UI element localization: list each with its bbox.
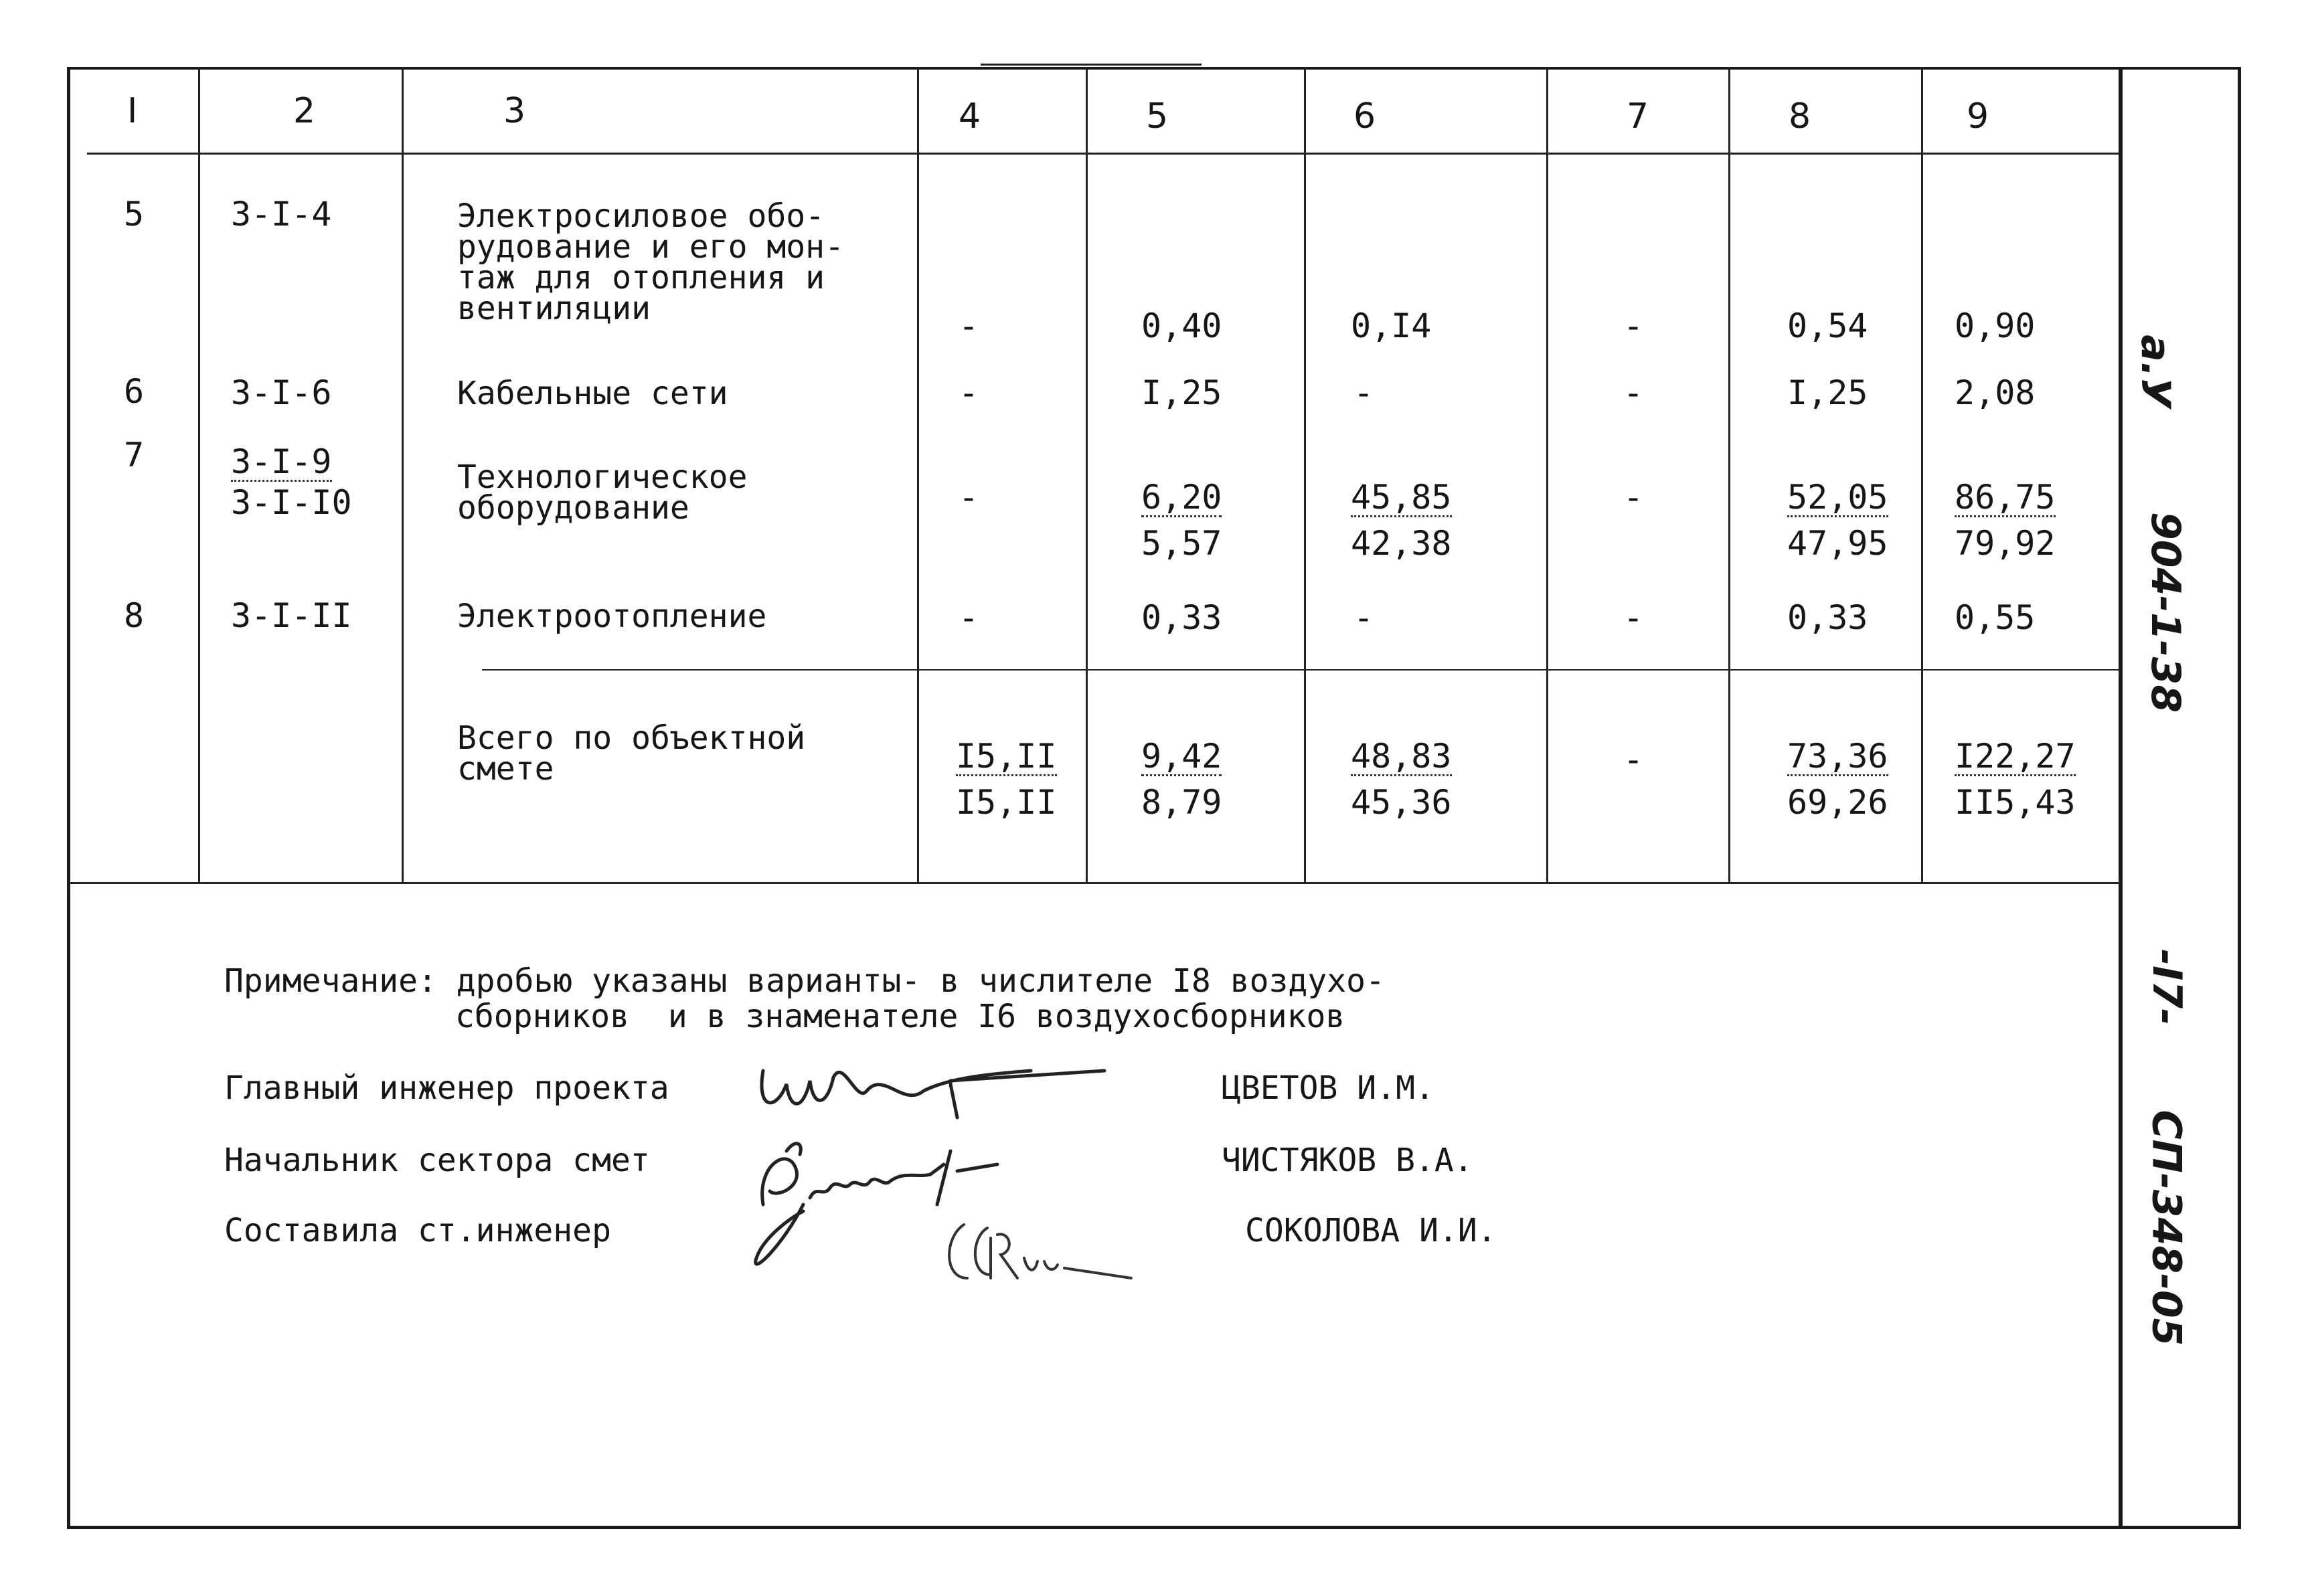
row5-col6: 0,I4 — [1351, 306, 1432, 345]
col-header-4: 4 — [959, 96, 981, 137]
total-col7: - — [1623, 740, 1644, 779]
col-header-5: 5 — [1146, 96, 1169, 137]
row6-num: 6 — [124, 372, 145, 411]
total-col9 — [1955, 737, 2076, 822]
total-col5-den: 8,79 — [1141, 783, 1222, 822]
total-col6-den: 45,36 — [1351, 783, 1452, 822]
row6-col4: - — [959, 373, 979, 412]
row6-desc: Кабельные сети — [457, 375, 728, 412]
row5-col8: 0,54 — [1787, 306, 1868, 345]
row7-col8-num: 52,05 — [1787, 478, 1888, 517]
col-header-7: 7 — [1627, 96, 1649, 137]
row5-code: 3-I-4 — [231, 195, 332, 234]
row6-col7: - — [1623, 373, 1644, 412]
row7-col9 — [1955, 478, 2056, 563]
row5-num: 5 — [124, 195, 145, 234]
side-label-page: -I7- — [2143, 949, 2190, 1025]
note-line-1: Примечание: дробью указаны варианты- в числителе I8 воздухо- — [224, 962, 1385, 1000]
total-col9-den: II5,43 — [1955, 783, 2076, 822]
row8-col8: 0,33 — [1787, 598, 1868, 637]
row8-num: 8 — [124, 596, 145, 635]
row6-col8: I,25 — [1787, 373, 1868, 412]
total-rule — [482, 669, 2119, 671]
header-rule — [87, 153, 2119, 155]
signature-name-2: ЧИСТЯКОВ В.А. — [1222, 1142, 1473, 1179]
col-header-9: 9 — [1967, 96, 1989, 137]
col-header-6: 6 — [1353, 96, 1376, 137]
row7-desc: Технологическое оборудование — [457, 458, 748, 527]
total-col4 — [956, 737, 1057, 822]
row7-col9-den: 79,92 — [1955, 524, 2056, 563]
side-label-code: 904-1-38 — [2142, 511, 2190, 713]
row8-col9: 0,55 — [1955, 598, 2036, 637]
row7-col9-num: 86,75 — [1955, 478, 2056, 517]
total-col6 — [1351, 737, 1452, 822]
total-desc: Всего по объектной смете — [457, 719, 806, 788]
signature-scribble-3 — [937, 1205, 1178, 1298]
total-col8-num: 73,36 — [1787, 737, 1888, 776]
row8-desc: Электроотопление — [457, 598, 767, 635]
col-divider-3 — [917, 67, 919, 882]
col-header-3: 3 — [503, 91, 526, 131]
signature-name-1: ЦВЕТОВ И.М. — [1222, 1069, 1434, 1107]
total-col8-den: 69,26 — [1787, 783, 1888, 822]
total-col5-num: 9,42 — [1141, 737, 1222, 776]
col-divider-2 — [402, 67, 404, 882]
signature-role-3: Составила ст.инженер — [224, 1212, 611, 1249]
row6-col9: 2,08 — [1955, 373, 2036, 412]
side-label-doc: СП-348-05 — [2143, 1110, 2190, 1346]
row5-desc: Электросиловое обо- рудование и его мон- таж для отопления и вентиляции — [457, 197, 844, 327]
row8-col4: - — [959, 598, 979, 637]
row7-col8-den: 47,95 — [1787, 524, 1888, 563]
row7-col5-den: 5,57 — [1141, 524, 1222, 563]
total-col5 — [1141, 737, 1222, 822]
signature-role-2: Начальник сектора смет — [224, 1142, 650, 1179]
row6-col6: - — [1353, 373, 1374, 412]
row7-code — [231, 442, 352, 522]
total-col4-den: I5,II — [956, 783, 1057, 822]
row7-num: 7 — [124, 436, 145, 474]
row5-col4: - — [959, 306, 979, 345]
col-divider-1 — [198, 67, 200, 882]
col-header-8: 8 — [1789, 96, 1811, 137]
col-divider-6 — [1546, 67, 1548, 882]
row8-code: 3-I-II — [231, 596, 352, 635]
signature-scribble-1 — [750, 1044, 1125, 1124]
row7-col4: - — [959, 478, 979, 517]
row7-code-a: 3-I-9 — [231, 442, 332, 481]
row7-col8 — [1787, 478, 1888, 563]
col-divider-7 — [1728, 67, 1730, 882]
sidebar-divider — [2119, 67, 2123, 1529]
col-divider-4 — [1086, 67, 1088, 882]
row7-col6-den: 42,38 — [1351, 524, 1452, 563]
total-col8 — [1787, 737, 1888, 822]
table-bottom-rule — [67, 882, 2119, 884]
row7-col6 — [1351, 478, 1452, 563]
row7-col5 — [1141, 478, 1222, 563]
row6-col5: I,25 — [1141, 373, 1222, 412]
total-col4-num: I5,II — [956, 737, 1057, 776]
col-header-1: I — [127, 91, 138, 131]
total-col6-num: 48,83 — [1351, 737, 1452, 776]
row7-col5-num: 6,20 — [1141, 478, 1222, 517]
row7-col7: - — [1623, 478, 1644, 517]
side-label-top: а.У — [2131, 335, 2179, 408]
signature-role-1: Главный инженер проекта — [224, 1069, 669, 1107]
col-divider-5 — [1304, 67, 1306, 882]
total-col9-num: I22,27 — [1955, 737, 2076, 776]
col-header-2: 2 — [293, 91, 316, 131]
row7-code-b: 3-I-I0 — [231, 483, 352, 522]
row7-col6-num: 45,85 — [1351, 478, 1452, 517]
top-rule — [981, 64, 1202, 66]
row8-col6: - — [1353, 598, 1374, 637]
row5-col7: - — [1623, 306, 1644, 345]
signature-name-3: СОКОЛОВА И.И. — [1245, 1212, 1497, 1249]
row8-col5: 0,33 — [1141, 598, 1222, 637]
row8-col7: - — [1623, 598, 1644, 637]
col-divider-8 — [1921, 67, 1923, 882]
note-line-2: сборников и в знаменателе I6 воздухосборников — [455, 998, 1345, 1035]
row5-col5: 0,40 — [1141, 306, 1222, 345]
row5-col9: 0,90 — [1955, 306, 2036, 345]
row6-code: 3-I-6 — [231, 373, 332, 412]
